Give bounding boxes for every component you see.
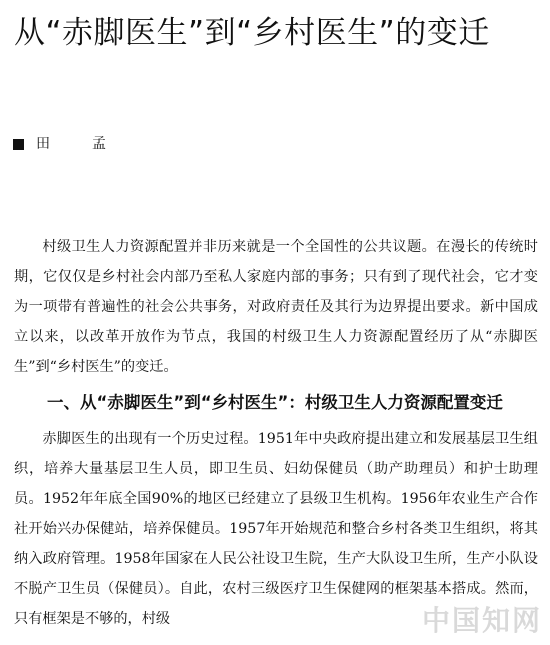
author-line — [13, 134, 120, 154]
section-paragraph: 赤脚医生的出现有一个历史过程。1951年中央政府提出建立和发展基层卫生组织，培养大量基层卫生人员，即卫生员、妇幼保健员（助产助理员）和护士助理员。1952年年底全国90%的地区已经建立了县级卫生机构。1956年农业生产合作社开始兴办保健站，培养保健员。1957年开始规范和整合乡村各类卫生组织，将其纳入政府管理。1958年国家在人民公社设卫生院，生产大队设卫生所，生产小队设不脱产卫生员（保健员）。自此，农村三级医疗卫生保健网的框架基本搭成。然而，只有框架是不够的，村级 — [14, 431, 538, 627]
black-square-icon — [13, 139, 24, 150]
article-title: 从“赤脚医生”到“乡村医生”的变迁 — [14, 15, 490, 51]
intro-paragraph: 村级卫生人力资源配置并非历来就是一个全国性的公共议题。在漫长的传统时期，它仅仅是乡村社会内部乃至私人家庭内部的事务；只有到了现代社会，它才变为一项带有普遍性的社会公共事务，对政府责任及其行为边界提出要求。新中国成立以来，以改革开放作为节点，我国的村级卫生人力资源配置经历了从“赤脚医生”到“乡村医生”的变迁。 — [14, 239, 538, 375]
article-body — [14, 232, 538, 634]
author-name: 田 孟 — [36, 136, 120, 152]
watermark-logo: 中国知网 — [421, 604, 542, 637]
section-heading: 一、从“赤脚医生”到“乡村医生”：村级卫生人力资源配置变迁 — [47, 393, 503, 412]
